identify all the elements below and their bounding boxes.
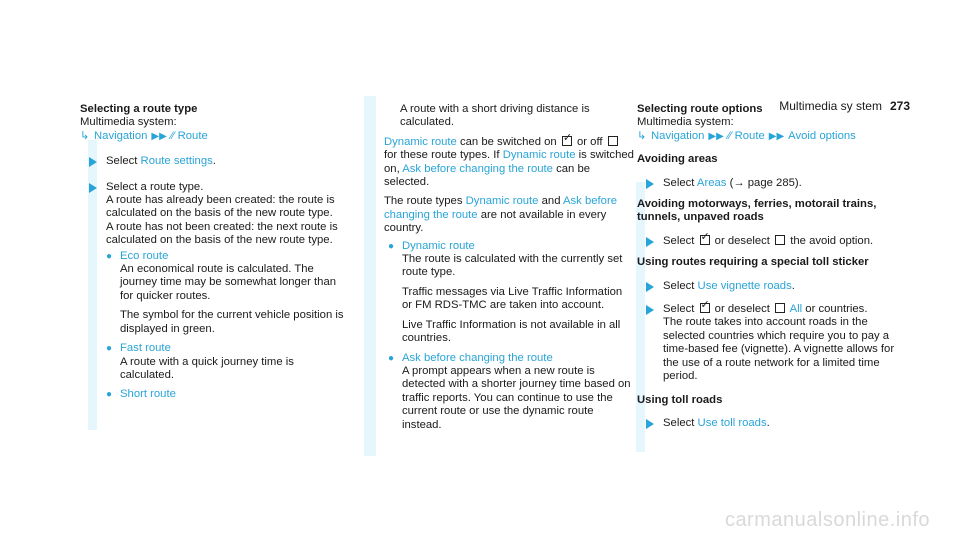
link-dynamic-route-2[interactable]: Dynamic route (502, 149, 576, 162)
link-ask-before-changing[interactable]: Ask before changing the route (402, 162, 553, 175)
link-dynamic-route-3[interactable]: Dynamic route (465, 195, 539, 208)
step-select-areas: Select Areas (→ page 285). (637, 177, 909, 190)
column-1 (80, 103, 350, 402)
availability-paragraph: The route types Dynamic route and Ask before changing the route are not available in every country. (384, 195, 618, 235)
option-fast-route: ● Fast route A route with a quick journey time is calculated. (106, 342, 350, 382)
link-use-toll-roads[interactable]: Use toll roads (697, 416, 767, 429)
heading-avoiding-motorways: Avoiding motorways, ferries, motorail trains, tunnels, unpaved roads (637, 198, 877, 224)
step-arrow-icon (646, 419, 654, 429)
option-eco-route: ● Eco route An economical route is calculated. The journey time may be somewhat longer than for quicker routes. The symbol for the current vehicle position is displayed in green. (106, 250, 350, 336)
link-eco-route[interactable]: Eco route (120, 249, 169, 262)
step-arrow-icon (646, 305, 654, 315)
step-select-toll-roads: Select Use toll roads. (637, 417, 909, 430)
heading-avoiding-areas: Avoiding areas (637, 153, 718, 166)
path-hook-icon: ↳ (637, 129, 647, 142)
column-2: A route with a short driving distance is calculated. Dynamic route can be switched on ✓ or off for these route types. If Dynamic route is switched on, Ask before changing the route can be selected. The route types Dynamic route and Ask before changing the route are not available in every country. ● Dynamic route The route is calculated with the currently set route type. Traffic messages via Live Traffic Information or FM RDS-TMC are taken into account. Live Traffic Information is not available in all countries. ● Ask before changing the route A prompt appears when a new route is detected with a shorter journey time based on traffic reports. You can continue to use the current route or use the dynamic route instead. (384, 103, 634, 432)
link-areas[interactable]: Areas (696, 176, 727, 189)
menu-path (80, 130, 350, 143)
link-dynamic-route[interactable]: Dynamic route (384, 135, 457, 148)
watermark: carmanualsonline.info (724, 508, 930, 531)
system-label: Multimedia system: (637, 116, 734, 129)
bullet-icon: ● (106, 343, 113, 355)
section-title-route-type: Selecting a route type (80, 103, 198, 115)
bullet-icon: ● (106, 389, 113, 401)
section-title-route-options: Selecting route options (637, 103, 763, 115)
path-avoid-options[interactable]: Avoid options (788, 129, 856, 142)
heading-toll-roads: Using toll roads (637, 393, 723, 406)
link-use-vignette-roads[interactable]: Use vignette roads (697, 279, 792, 292)
link-ask-before-changing-2[interactable]: Ask before changing the route (384, 195, 618, 221)
path-navigation[interactable]: Navigation (651, 129, 705, 142)
step-select-countries: Select ✓ or deselect All or countries. The route takes into account roads in the selected countries which require you to pay a time-based fee (vignette). A vignette allows for the use of a route network for a limited time period. (637, 303, 909, 383)
step-select-avoid-option: Select ✓ or deselect the avoid option. (637, 235, 909, 248)
checkbox-empty-icon (775, 235, 785, 245)
step-bar-col2 (364, 96, 376, 456)
road-icon: ⁄∕ (727, 129, 732, 142)
bullet-icon: ● (106, 250, 113, 262)
column-3 (637, 103, 909, 430)
link-ask-before-changing-option[interactable]: Ask before changing the route (402, 351, 553, 364)
link-dynamic-route-option[interactable]: Dynamic route (402, 239, 475, 252)
double-arrow-icon: ▶▶ (151, 130, 167, 142)
step-select-route-type: Select a route type. A route has already been created: the route is calculated on the basis of the new route type. A route has not been created: the next route is calculated on the basis of the new route type. ● Eco route An economical route is calculated. The journey time may be somewhat longer than for quicker routes. The symbol for the current vehicle position is displayed in green. ● Fast route A route with a quick journey time is calculated. ● Short route (80, 181, 350, 402)
step-arrow-icon (646, 282, 654, 292)
step-arrow-icon (89, 157, 97, 167)
step-arrow-icon (646, 237, 654, 247)
step-select-route-settings: Select Route settings. (80, 155, 350, 168)
step-arrow-icon (89, 183, 97, 193)
double-arrow-icon: ▶▶ (768, 130, 785, 142)
link-route-settings[interactable]: Route settings (140, 155, 213, 168)
system-label: Multimedia system: (80, 116, 177, 129)
checkbox-checked-icon (562, 136, 572, 146)
checkbox-checked-icon (700, 303, 710, 313)
road-icon: ⁄∕ (170, 129, 175, 142)
checkbox-checked-icon (700, 235, 710, 245)
option-short-route (106, 388, 350, 401)
link-short-route[interactable]: Short route (120, 388, 176, 401)
option-ask-before-changing: ● Ask before changing the route A prompt appears when a new route is detected with a shorter journey time based on traffic reports. You can continue to use the current route or use the dynamic route instead. (388, 352, 634, 432)
path-navigation[interactable]: Navigation (94, 129, 148, 142)
bullet-icon: ● (388, 240, 395, 252)
dynamic-route-paragraph: Dynamic route can be switched on ✓ or off for these route types. If Dynamic route is switched on, Ask before changing the route can be selected. (384, 136, 634, 190)
checkbox-empty-icon (775, 303, 785, 313)
double-arrow-icon: ▶▶ (708, 130, 724, 142)
option-dynamic-route: ● Dynamic route The route is calculated with the currently set route type. Traffic messages via Live Traffic Information or FM RDS-TMC are taken into account. Live Traffic Information is not available in all countries. (388, 240, 634, 346)
checkbox-empty-icon (608, 136, 618, 146)
step-select-vignette-roads: Select Use vignette roads. (637, 280, 909, 293)
menu-path (637, 130, 909, 143)
path-route[interactable]: Route (734, 129, 765, 142)
link-fast-route[interactable]: Fast route (120, 342, 171, 355)
header-section: Multimedia sy stem (779, 99, 882, 113)
link-all[interactable]: All (789, 303, 803, 316)
path-hook-icon: ↳ (80, 129, 90, 142)
heading-toll-sticker: Using routes requiring a special toll sticker (637, 256, 869, 269)
path-route[interactable]: Route (177, 129, 208, 142)
page-number: 273 (889, 99, 910, 113)
bullet-icon: ● (388, 352, 395, 364)
step-arrow-icon (646, 179, 654, 189)
